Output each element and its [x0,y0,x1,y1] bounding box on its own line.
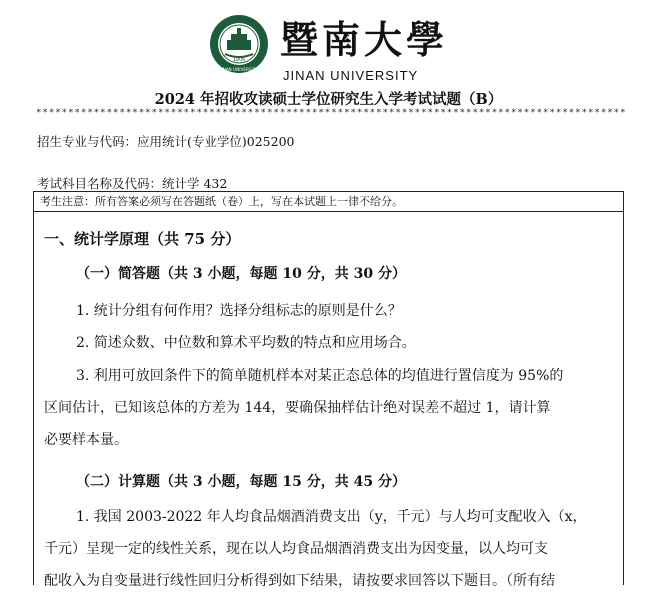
question-1: 1. 统计分组有何作用？选择分组标志的原则是什么？ [76,303,402,319]
question-3-line-1: 3. 利用可放回条件下的简单随机样本对某正态总体的均值进行置信度为 95%的 [76,368,564,384]
question-2: 2. 简述众数、中位数和算术平均数的特点和应用场合。 [76,335,416,351]
part-2-title: （二）计算题（共 3 小题，每题 15 分，共 45 分） [76,474,406,490]
candidate-notice: 考生注意：所有答案必须写在答题纸（卷）上，写在本试题上一律不给分。 [34,192,623,212]
university-header [0,6,657,82]
university-seal-icon [209,14,269,74]
major-and-code: 招生专业与代码：应用统计(专业学位)025200 [37,134,295,149]
section-1-title: 一、统计学原理（共 75 分） [44,230,241,248]
part-1-title: （一）简答题（共 3 小题，每题 10 分，共 30 分） [76,266,406,282]
question-3-line-3: 必要样本量。 [44,432,128,448]
star-divider: ******************************************************************************************** [36,108,627,118]
calc-question-1-line-2: 千元）呈现一定的线性关系，现在以人均食品烟酒消费支出为因变量，以人均可支 [44,541,548,557]
subject-and-code: 考试科目名称及代码：统计学 432 [37,176,228,191]
university-wordmark-en: JINAN UNIVERSITY [283,68,419,83]
university-wordmark-cn: 暨南大學 [280,17,449,62]
calc-question-1-line-1: 1. 我国 2003-2022 年人均食品烟酒消费支出（y，千元）与人均可支配收入（x， [76,509,587,525]
seal-year: 1906 [232,57,246,63]
question-3-line-2: 区间估计，已知该总体的方差为 144，要确保抽样估计绝对误差不超过 1，请计算 [44,400,551,416]
calc-question-1-line-3: 配收入为自变量进行线性回归分析得到如下结果，请按要求回答以下题目。（所有结 [44,573,555,589]
question-box [33,191,624,589]
seal-text: JINAN UNIVERSITY [220,67,258,72]
exam-title: 2024 年招收攻读硕士学位研究生入学考试试题（B） [154,91,503,108]
